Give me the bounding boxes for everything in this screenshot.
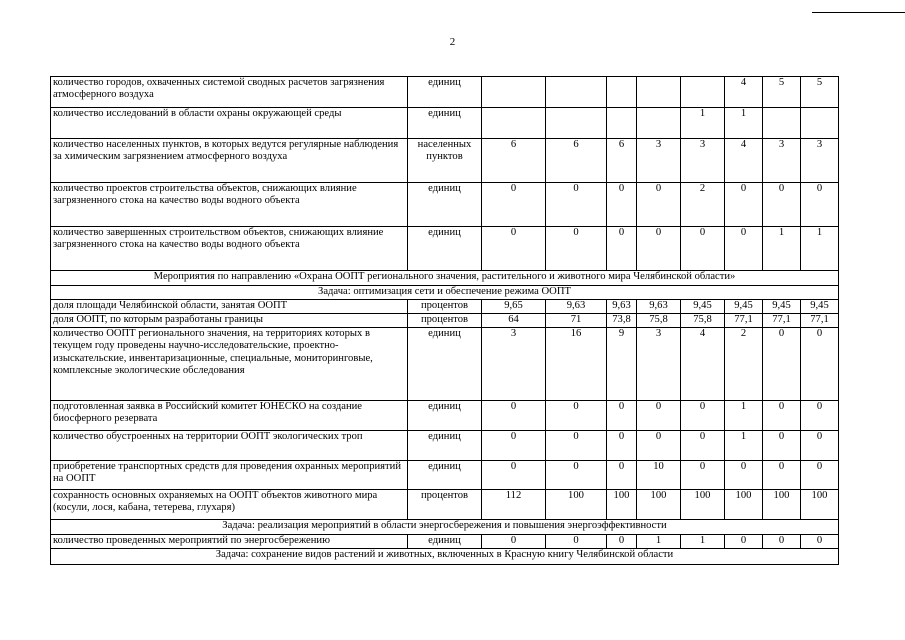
value-cell: 3: [637, 328, 681, 401]
value-cell: 0: [637, 431, 681, 461]
section-heading: Задача: сохранение видов растений и животных, включенных в Красную книгу Челябинской области: [51, 549, 839, 565]
unit-cell: единиц: [408, 77, 482, 108]
value-cell: 1: [725, 431, 763, 461]
unit-cell: единиц: [408, 431, 482, 461]
value-cell: 100: [681, 490, 725, 520]
value-cell: 6: [546, 139, 607, 183]
value-cell: 100: [763, 490, 801, 520]
indicator-name: доля ООПТ, по которым разработаны границы: [51, 314, 408, 328]
section-row: [51, 271, 839, 286]
value-cell: 100: [607, 490, 637, 520]
value-cell: 0: [482, 431, 546, 461]
value-cell: 0: [801, 183, 839, 227]
indicator-name: количество проведенных мероприятий по энергосбережению: [51, 535, 408, 549]
value-cell: 1: [681, 535, 725, 549]
value-cell: 3: [763, 139, 801, 183]
value-cell: 0: [725, 461, 763, 490]
value-cell: 0: [637, 227, 681, 271]
value-cell: 9,45: [763, 300, 801, 314]
value-cell: 1: [637, 535, 681, 549]
section-heading: Мероприятия по направлению «Охрана ООПТ регионального значения, растительного и животного мира Челябинской области»: [51, 271, 839, 286]
table-row: [51, 535, 839, 549]
value-cell: 0: [607, 535, 637, 549]
value-cell: 9: [607, 328, 637, 401]
value-cell: 73,8: [607, 314, 637, 328]
value-cell: 10: [637, 461, 681, 490]
value-cell: 1: [681, 108, 725, 139]
value-cell: 9,65: [482, 300, 546, 314]
value-cell: 0: [801, 328, 839, 401]
table-row: [51, 227, 839, 271]
value-cell: 100: [637, 490, 681, 520]
value-cell: 3: [637, 139, 681, 183]
value-cell: 3: [681, 139, 725, 183]
value-cell: 4: [725, 77, 763, 108]
value-cell: 9,63: [546, 300, 607, 314]
section-heading: Задача: реализация мероприятий в области энергосбережения и повышения энергоэффективности: [51, 520, 839, 535]
value-cell: 0: [546, 461, 607, 490]
value-cell: 75,8: [637, 314, 681, 328]
value-cell: 5: [801, 77, 839, 108]
value-cell: 0: [546, 183, 607, 227]
unit-cell: единиц: [408, 227, 482, 271]
value-cell: 2: [725, 328, 763, 401]
value-cell: [546, 77, 607, 108]
value-cell: 5: [763, 77, 801, 108]
table-row: [51, 401, 839, 431]
unit-cell: процентов: [408, 314, 482, 328]
value-cell: [607, 77, 637, 108]
unit-cell: единиц: [408, 401, 482, 431]
section-row: [51, 286, 839, 300]
value-cell: 1: [725, 401, 763, 431]
section-heading: Задача: оптимизация сети и обеспечение режима ООПТ: [51, 286, 839, 300]
value-cell: 4: [725, 139, 763, 183]
value-cell: 0: [607, 227, 637, 271]
unit-cell: единиц: [408, 108, 482, 139]
value-cell: 0: [801, 401, 839, 431]
value-cell: 0: [607, 183, 637, 227]
unit-cell: единиц: [408, 535, 482, 549]
value-cell: 0: [546, 227, 607, 271]
indicator-name: сохранность основных охраняемых на ООПТ объектов животного мира (косули, лося, кабана, тетерева, глухаря): [51, 490, 408, 520]
indicators-table: [50, 76, 839, 565]
value-cell: 9,45: [801, 300, 839, 314]
value-cell: 0: [681, 227, 725, 271]
value-cell: 112: [482, 490, 546, 520]
value-cell: 0: [482, 227, 546, 271]
value-cell: 0: [607, 431, 637, 461]
value-cell: [681, 77, 725, 108]
table-row: [51, 300, 839, 314]
value-cell: [637, 108, 681, 139]
value-cell: 0: [607, 401, 637, 431]
value-cell: 0: [637, 183, 681, 227]
unit-cell: единиц: [408, 328, 482, 401]
value-cell: 0: [482, 183, 546, 227]
value-cell: 9,45: [725, 300, 763, 314]
unit-cell: населенных пунктов: [408, 139, 482, 183]
value-cell: 6: [482, 139, 546, 183]
section-row: [51, 549, 839, 565]
top-rule: [812, 12, 905, 13]
value-cell: 0: [763, 328, 801, 401]
value-cell: 77,1: [725, 314, 763, 328]
value-cell: 1: [801, 227, 839, 271]
value-cell: 100: [801, 490, 839, 520]
indicator-name: подготовленная заявка в Российский комитет ЮНЕСКО на создание биосферного резервата: [51, 401, 408, 431]
value-cell: 77,1: [801, 314, 839, 328]
value-cell: 77,1: [763, 314, 801, 328]
value-cell: 100: [546, 490, 607, 520]
value-cell: 0: [763, 461, 801, 490]
section-row: [51, 520, 839, 535]
value-cell: 0: [801, 535, 839, 549]
value-cell: 0: [637, 401, 681, 431]
value-cell: 75,8: [681, 314, 725, 328]
value-cell: 0: [482, 401, 546, 431]
table-row: [51, 461, 839, 490]
value-cell: 0: [482, 461, 546, 490]
indicator-name: количество проектов строительства объектов, снижающих влияние загрязненного стока на качество воды водного объекта: [51, 183, 408, 227]
table-row: [51, 314, 839, 328]
table-row: [51, 183, 839, 227]
value-cell: 3: [801, 139, 839, 183]
value-cell: 4: [681, 328, 725, 401]
indicator-name: приобретение транспортных средств для проведения охранных мероприятий на ООПТ: [51, 461, 408, 490]
value-cell: 9,63: [637, 300, 681, 314]
table-row: [51, 490, 839, 520]
value-cell: 0: [546, 401, 607, 431]
table-row: [51, 108, 839, 139]
value-cell: 0: [801, 461, 839, 490]
indicator-name: количество ООПТ регионального значения, на территориях которых в текущем году проведены научно-исследовательские, проектно-изыскательские, инвентаризационные, специальные, мониторинговые, комплексные экологические обследования: [51, 328, 408, 401]
value-cell: 0: [681, 461, 725, 490]
indicator-name: доля площади Челябинской области, занятая ООПТ: [51, 300, 408, 314]
unit-cell: процентов: [408, 490, 482, 520]
value-cell: 1: [763, 227, 801, 271]
value-cell: [482, 77, 546, 108]
unit-cell: процентов: [408, 300, 482, 314]
indicator-name: количество завершенных строительством объектов, снижающих влияние загрязненного стока на качество воды водного объекта: [51, 227, 408, 271]
value-cell: 9,63: [607, 300, 637, 314]
indicator-name: количество исследований в области охраны окружающей среды: [51, 108, 408, 139]
value-cell: 0: [801, 431, 839, 461]
value-cell: 71: [546, 314, 607, 328]
value-cell: [637, 77, 681, 108]
unit-cell: единиц: [408, 183, 482, 227]
value-cell: 64: [482, 314, 546, 328]
value-cell: [607, 108, 637, 139]
value-cell: 3: [482, 328, 546, 401]
page-number: 2: [449, 36, 456, 48]
value-cell: [546, 108, 607, 139]
indicator-name: количество населенных пунктов, в которых ведутся регулярные наблюдения за химическим загрязнением атмосферного воздуха: [51, 139, 408, 183]
value-cell: [801, 108, 839, 139]
value-cell: 1: [725, 108, 763, 139]
table-row: [51, 139, 839, 183]
value-cell: 0: [681, 401, 725, 431]
unit-cell: единиц: [408, 461, 482, 490]
value-cell: [482, 108, 546, 139]
table-row: [51, 328, 839, 401]
value-cell: 0: [725, 535, 763, 549]
value-cell: [763, 108, 801, 139]
value-cell: 9,45: [681, 300, 725, 314]
value-cell: 0: [725, 227, 763, 271]
value-cell: 2: [681, 183, 725, 227]
value-cell: 16: [546, 328, 607, 401]
indicator-name: количество городов, охваченных системой сводных расчетов загрязнения атмосферного воздуха: [51, 77, 408, 108]
table-row: [51, 77, 839, 108]
value-cell: 0: [763, 431, 801, 461]
indicator-name: количество обустроенных на территории ООПТ экологических троп: [51, 431, 408, 461]
value-cell: 0: [763, 183, 801, 227]
value-cell: 0: [763, 535, 801, 549]
value-cell: 100: [725, 490, 763, 520]
value-cell: 0: [763, 401, 801, 431]
table-row: [51, 431, 839, 461]
value-cell: 6: [607, 139, 637, 183]
value-cell: 0: [546, 535, 607, 549]
value-cell: 0: [482, 535, 546, 549]
value-cell: 0: [681, 431, 725, 461]
value-cell: 0: [725, 183, 763, 227]
value-cell: 0: [546, 431, 607, 461]
value-cell: 0: [607, 461, 637, 490]
